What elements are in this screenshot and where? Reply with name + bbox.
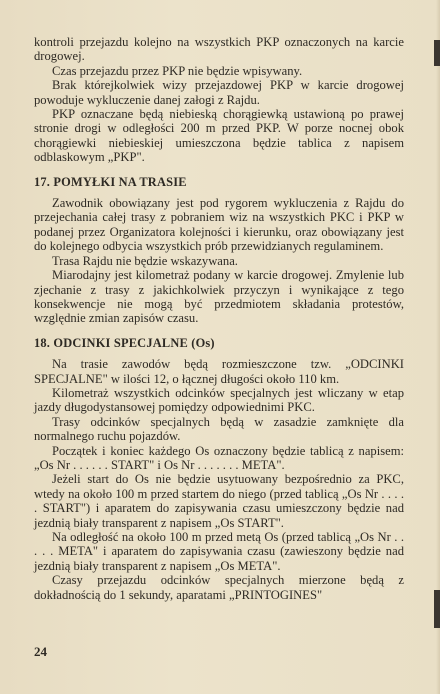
paragraph: Jeżeli start do Os nie będzie usytuowany bezpośrednio za PKC, wtedy na około 100 m przed startem do niego (przed tablicą „Os Nr . . . . . START") i aparatem do zapisywania czasu umieszczony będzie nad jezdnią biały transparent z napisem „Os START". xyxy=(34,472,404,530)
edge-ink-mark xyxy=(434,40,440,66)
paragraph: PKP oznaczane będą niebieską chorągiewką ustawioną po prawej stronie drogi w odległości 200 m przed PKP. W porze nocnej obok chorągiewki niebieskiej umieszczona będzie tablica z napisem odblaskowym „PKP". xyxy=(34,107,404,165)
paragraph: Kilometraż wszystkich odcinków specjalnych jest wliczany w etap jazdy długodystansowej pomiędzy odpowiednimi PKC. xyxy=(34,385,404,415)
paragraph: Miarodajny jest kilometraż podany w karcie drogowej. Zmylenie lub zjechanie z trasy z jakichkolwiek przyczyn i wynikające z tego konsekwencje nie mogą być przedmiotem składania protestów, względnie zmian zapisów czasu. xyxy=(34,268,404,326)
paragraph: Początek i koniec każdego Os oznaczony będzie tablicą z napisem: „Os Nr . . . . . . START" i Os Nr . . . . . . . META". xyxy=(34,443,404,472)
paragraph: Zawodnik obowiązany jest pod rygorem wykluczenia z Rajdu do przejechania całej trasy z pobraniem wiz na wszystkich PKC i PKP w podanej przez Organizatora kolejności i kierunku, oraz obowiązany jest do kolejnego odbycia wszystkich prób przewidzianych regulaminem. xyxy=(34,196,404,254)
paragraph: kontroli przejazdu kolejno na wszystkich PKP oznaczonych na karcie drogowej. xyxy=(34,35,404,64)
paragraph: Czas przejazdu przez PKP nie będzie wpisywany. xyxy=(52,63,303,78)
paragraph: Trasa Rajdu nie będzie wskazywana. xyxy=(52,253,238,268)
edge-ink-mark xyxy=(434,590,440,628)
paragraph: Na trasie zawodów będą rozmieszczone tzw. „ODCINKI SPECJALNE" w ilości 12, o łącznej długości około 110 km. xyxy=(34,357,404,386)
section-heading: 17. POMYŁKI NA TRASIE xyxy=(34,174,187,189)
paragraph: Na odległość na około 100 m przed metą Os (przed tablicą „Os Nr . . . . . META" i aparatem do zapisywania czasu (zawieszony będzie nad jezdnią biały transparent z napisem „Os META". xyxy=(34,530,404,573)
page-number: 24 xyxy=(34,644,47,659)
paragraph: Brak którejkolwiek wizy przejazdowej PKP w karcie drogowej powoduje wykluczenie danej załogi z Rajdu. xyxy=(34,78,404,107)
page-text xyxy=(34,35,404,602)
section-heading: 18. ODCINKI SPECJALNE (Os) xyxy=(34,335,215,350)
paragraph: Trasy odcinków specjalnych będą w zasadzie zamknięte dla normalnego ruchu pojazdów. xyxy=(34,414,404,444)
paragraph: Czasy przejazdu odcinków specjalnych mierzone będą z dokładnością do 1 sekundy, aparatami „PRINTOGINES" xyxy=(34,573,404,602)
